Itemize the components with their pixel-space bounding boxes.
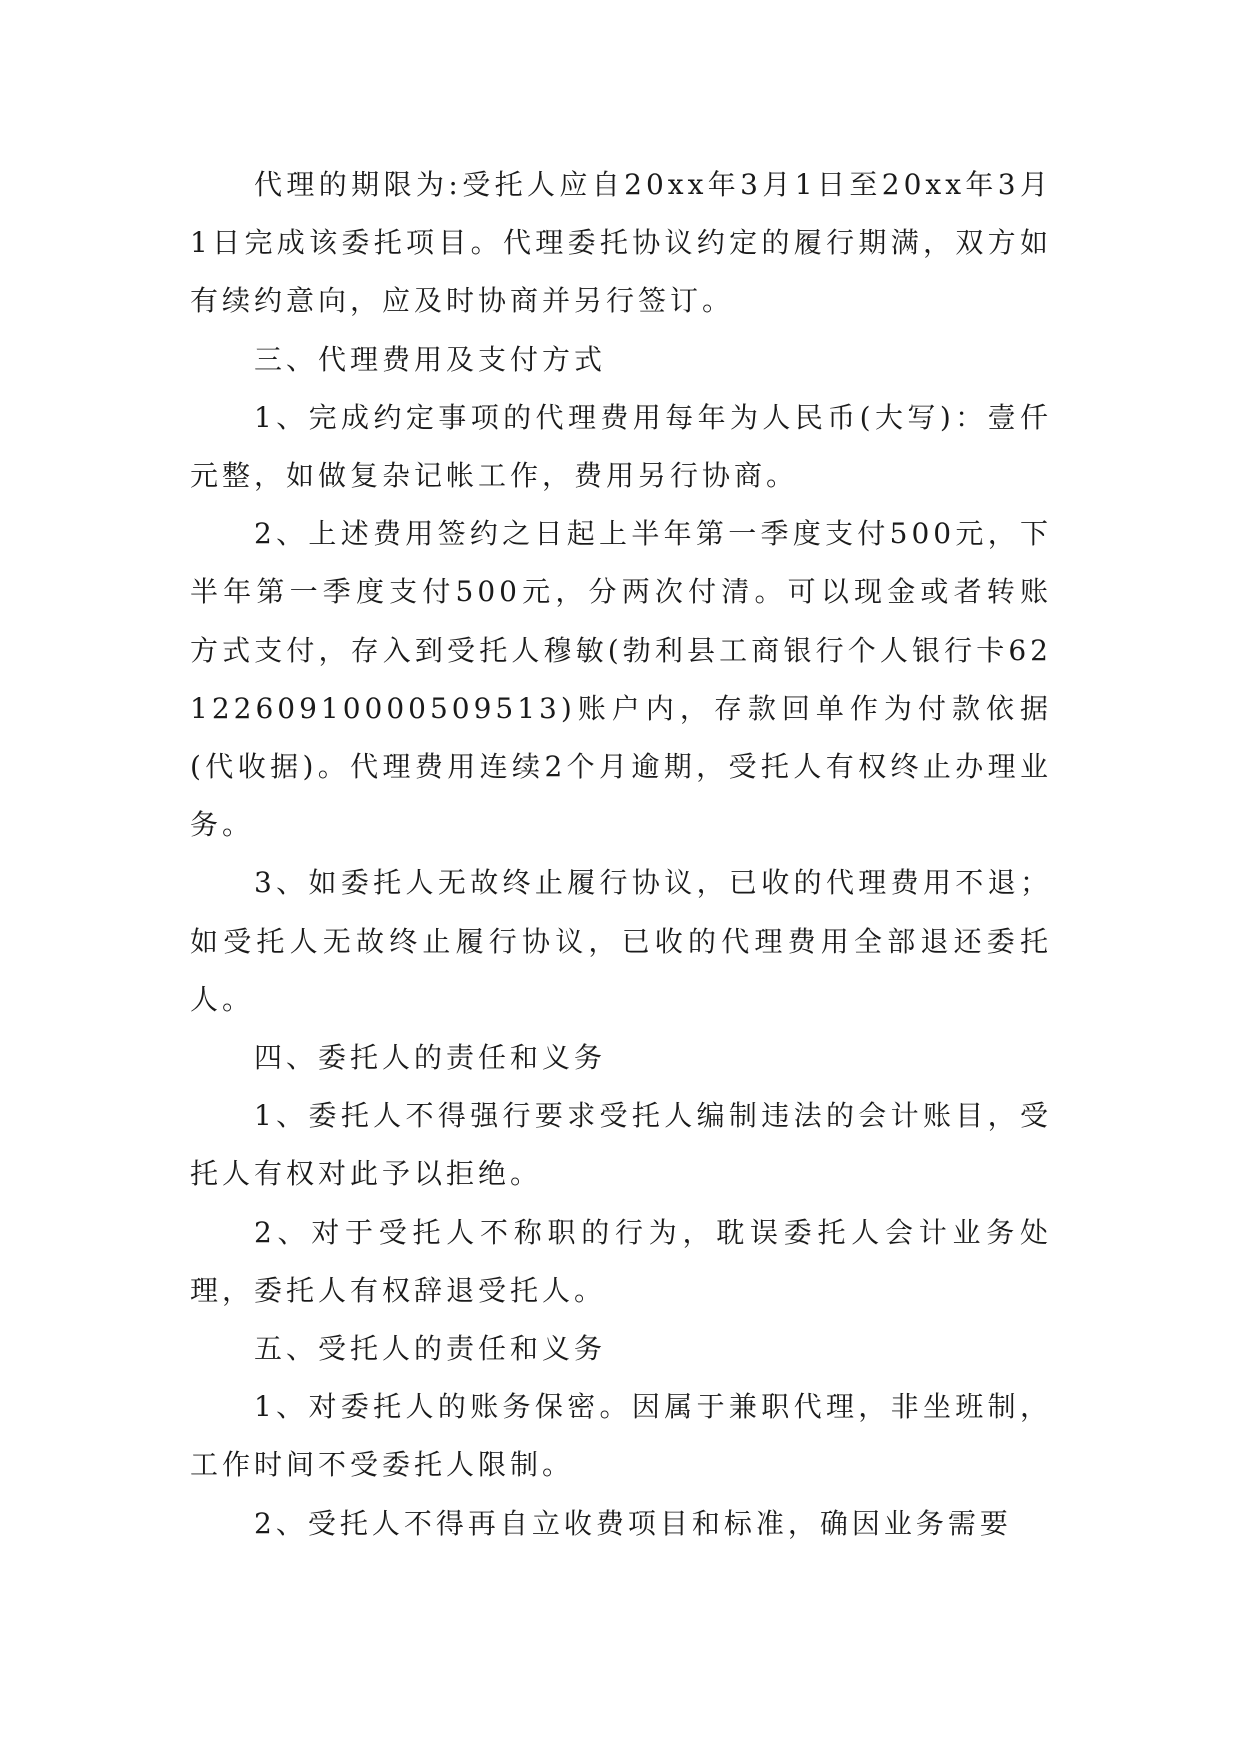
- document-body: [190, 156, 1052, 1553]
- paragraph-agent-duty-1: 1、对委托人的账务保密。因属于兼职代理，非坐班制，工作时间不受委托人限制。: [190, 1390, 1052, 1482]
- section-heading-agent-duties: 五、受托人的责任和义务: [254, 1332, 607, 1366]
- paragraph-payment-schedule: 2、上述费用签约之日起上半年第一季度支付500元，下半年第一季度支付500元，分两次付清。可以现金或者转账方式支付，存入到受托人穆敏(勃利县工商银行个人银行卡6212260910000509513)账户内，存款回单作为付款依据(代收据)。代理费用连续2个月逾期，受托人有权终止办理业务。: [190, 517, 1052, 842]
- paragraph-principal-duty-2: 2、对于受托人不称职的行为，耽误委托人会计业务处理，委托人有权辞退受托人。: [190, 1215, 1052, 1307]
- paragraph-term-of-agency: 代理的期限为:受托人应自20xx年3月1日至20xx年3月1日完成该委托项目。代理委托协议约定的履行期满，双方如有续约意向，应及时协商并另行签订。: [190, 168, 1052, 318]
- paragraph-fee-amount: 1、完成约定事项的代理费用每年为人民币(大写)：壹仟元整，如做复杂记帐工作，费用另行协商。: [190, 400, 1052, 493]
- section-heading-fees: 三、代理费用及支付方式: [254, 342, 607, 376]
- section-heading-principal-duties: 四、委托人的责任和义务: [254, 1041, 607, 1075]
- paragraph-agent-duty-2: 2、受托人不得再自立收费项目和标准，确因业务需要: [254, 1506, 1012, 1540]
- paragraph-termination-refund: 3、如委托人无故终止履行协议，已收的代理费用不退；如受托人无故终止履行协议，已收的代理费用全部退还委托人。: [190, 866, 1052, 1016]
- paragraph-principal-duty-1: 1、委托人不得强行要求受托人编制违法的会计账目，受托人有权对此予以拒绝。: [190, 1099, 1052, 1191]
